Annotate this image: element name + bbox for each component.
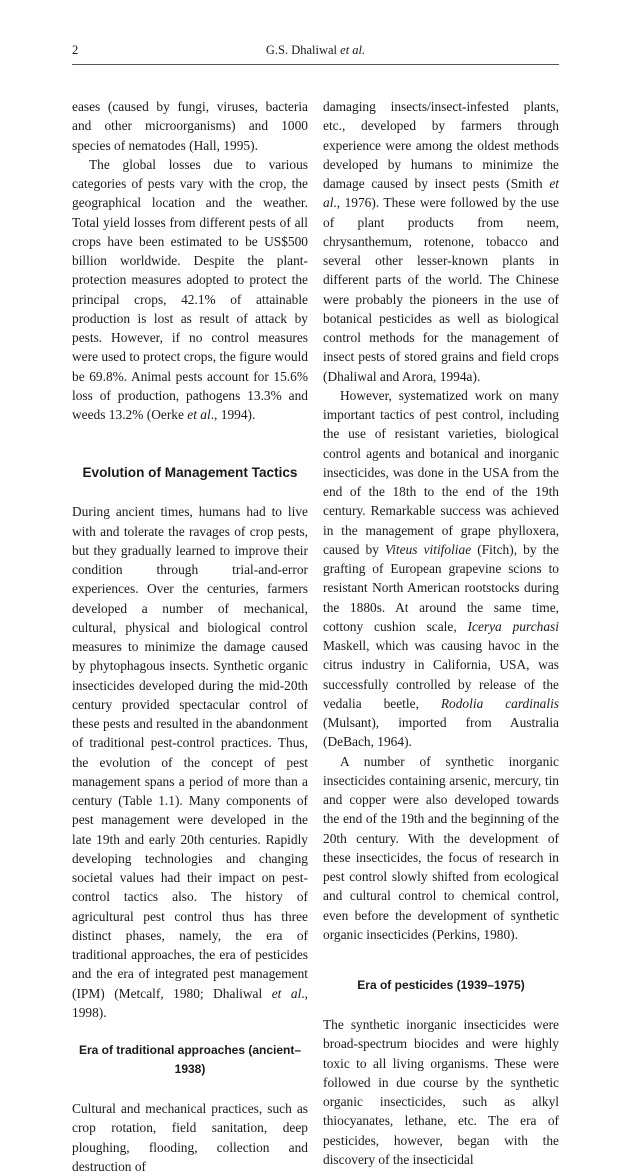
paragraph: During ancient times, humans had to live with and tolerate the ravages of crop pests, but they gradually learned to improve their condition through trial-and-error experiences. Over the centuries, farmers developed a number of mechanical, cultural, physical and biological control measures to minimize the damage caused by phytophagous insects. Synthetic organic insecticides developed during the mid-20th century provided spectacular control of these pests and resulted in the abandonment of traditional pest-control practices. Thus, the evolution of the concept of pest management spans a period of more than a century (Table 1.1). Many components of pest management were developed in the late 19th and early 20th centuries. Rapidly developing technologies and changing societal values had their impact on pest-control tactics also. The history of agricultural pest control thus has three distinct phases, namely, the era of traditional approaches, the era of pesticides and the era of integrated pest management (IPM) (Metcalf, 1980; Dhaliwal et al., 1998). xyxy=(72,504,308,1020)
paragraph: The synthetic inorganic insecticides were broad-spectrum biocides and were highly toxic to all living organisms. These were followed in due course by the synthetic organic insecticides, such as alkyl thiocyanates, lethane, etc. The era of pesticides, however, began with the discovery of the insecticidal xyxy=(323,1017,559,1167)
right-column xyxy=(323,97,559,1169)
left-column xyxy=(72,97,308,1176)
section-heading: Evolution of Management Tactics xyxy=(82,465,298,481)
subsection-heading: Era of pesticides (1939–1975) xyxy=(357,978,525,992)
subsection-heading: Era of traditional approaches (ancient–1938) xyxy=(78,1043,302,1076)
running-head-etal: et al. xyxy=(340,43,366,57)
running-header xyxy=(72,40,559,65)
species-name: Viteus vitifoliae xyxy=(385,541,472,557)
paragraph: damaging insects/insect-infested plants, etc., developed by farmers through experience were among the oldest methods developed by humans to minimize the damage caused by insect pests (Smith et al., 1976). These were followed by the use of plant products from neem, chrysanthemum, rotenone, tobacco and several other lesser-known plants in different parts of the world. The Chinese were probably the pioneers in the use of botanical pesticides as well as biological control methods for the management of insect pests of stored grains and field crops (Dhaliwal and Arora, 1994a). xyxy=(323,99,559,384)
paragraph: eases (caused by fungi, viruses, bacteria and other microorganisms) and 1000 species of nematodes (Hall, 1995). xyxy=(72,99,308,153)
paragraph: Cultural and mechanical practices, such as crop rotation, field sanitation, deep ploughing, flooding, collection and destruction of xyxy=(72,1101,308,1174)
species-name: Icerya purchasi xyxy=(467,618,559,634)
paragraph: However, systematized work on many important tactics of pest control, including the use of resistant varieties, biological control agents and botanical and inorganic insecticides, was done in the USA from the end of the 18th to the end of the 19th century. Remarkable success was achieved in the management of grape phylloxera, caused by Viteus vitifoliae (Fitch), by the grafting of European grapevine scions to resistant North American rootstocks during the 1880s. At around the same time, cottony cushion scale, Icerya purchasi Maskell, which was causing havoc in the citrus industry in California, USA, was successfully controlled by release of the vedalia beetle, Rodolia cardinalis (Mulsant), imported from Australia (DeBach, 1964). xyxy=(323,387,560,750)
paragraph: A number of synthetic inorganic insecticides containing arsenic, mercury, tin and copper were also developed towards the end of the 19th and the beginning of the 20th century. With the development of these insecticides, the focus of research in pest control slowly shifted from ecological and cultural control to chemical control, even before the development of synthetic organic insecticides (Perkins, 1980). xyxy=(323,753,559,942)
species-name: Rodolia cardinalis xyxy=(440,695,560,711)
page-number: 2 xyxy=(72,43,79,57)
paragraph: The global losses due to various categories of pests vary with the crop, the geographical location and the weather. Total yield losses from different pests of all crops have been estimated to be US$500 billion worldwide. Despite the plant-protection measures adopted to protect the principal crops, 42.1% of attainable production is lost as result of attack by pests. However, if no control measures were used to protect crops, the figure would be 69.8%. Animal pests account for 15.6% loss of production, pathogens 13.3% and weeds 13.2% (Oerke et al., 1994). xyxy=(72,156,308,422)
running-head xyxy=(72,43,559,58)
running-head-author: G.S. Dhaliwal xyxy=(265,43,341,57)
